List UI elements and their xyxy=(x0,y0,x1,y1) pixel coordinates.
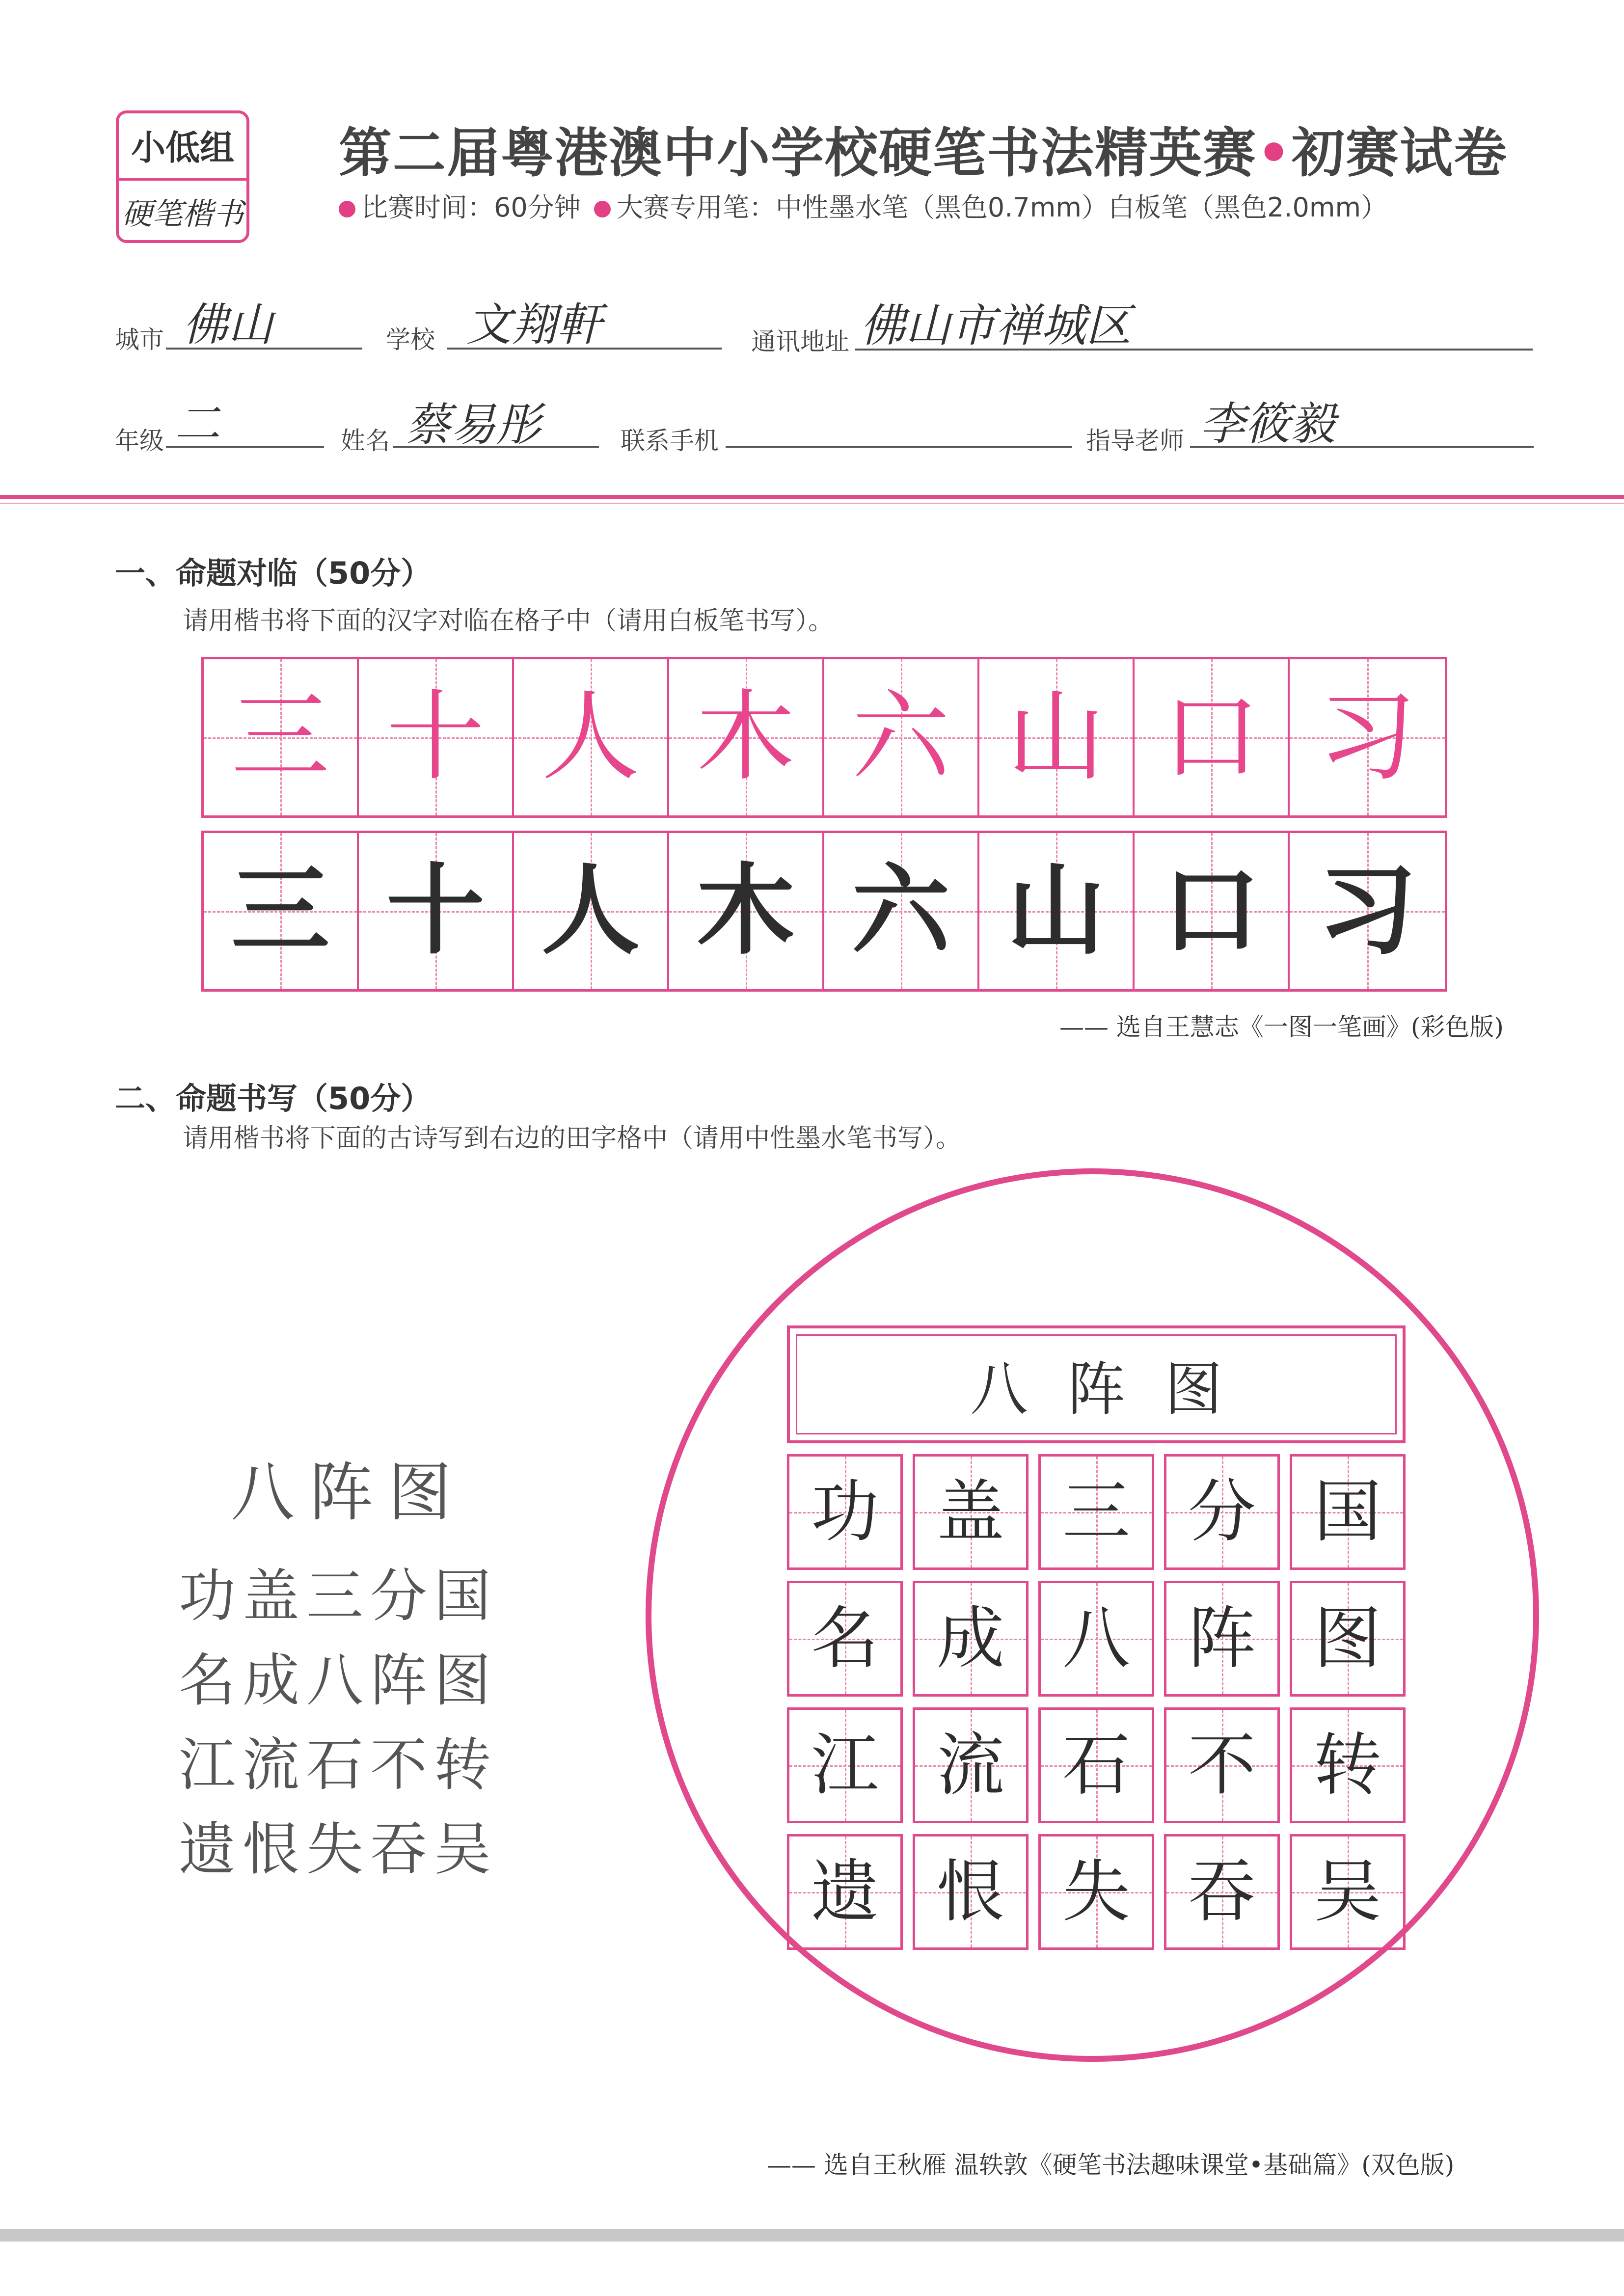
written-char: 国 xyxy=(1313,1472,1381,1551)
badge-group: 小低组 xyxy=(131,127,234,168)
copy-cell[interactable] xyxy=(359,833,514,989)
poem-line: 遗恨失吞吴 xyxy=(179,1816,498,1883)
badge-category: 硬笔楷书 xyxy=(121,195,244,232)
written-char: 石 xyxy=(1062,1726,1130,1805)
copy-cell[interactable] xyxy=(824,833,979,989)
address-label: 通讯地址 xyxy=(751,327,849,356)
header-divider xyxy=(0,495,1624,499)
title-dot: • xyxy=(1257,123,1292,184)
bullet-icon xyxy=(339,201,355,217)
model-cell xyxy=(514,659,669,815)
name-value: 蔡易彤 xyxy=(406,399,541,451)
written-char: 六 xyxy=(851,854,950,968)
badge-divider xyxy=(119,178,246,181)
footer-divider xyxy=(0,2229,1624,2242)
poem-cell[interactable] xyxy=(913,1707,1029,1823)
poem-cell[interactable] xyxy=(787,1834,903,1950)
poem-cell[interactable] xyxy=(1038,1834,1154,1950)
phone-field[interactable] xyxy=(726,446,1072,448)
poem-cell[interactable] xyxy=(787,1454,903,1570)
written-char: 流 xyxy=(936,1726,1004,1805)
written-char: 口 xyxy=(1162,854,1260,968)
written-title: 八阵图 xyxy=(970,1355,1262,1423)
poem-cell[interactable] xyxy=(1164,1581,1280,1697)
model-cell xyxy=(1290,659,1445,815)
written-char: 十 xyxy=(386,854,485,968)
written-char: 三 xyxy=(231,854,329,968)
poem-cell[interactable] xyxy=(1290,1707,1406,1823)
title-main: 第二届粤港澳中小学校硬笔书法精英赛 xyxy=(339,123,1257,184)
poem-cell[interactable] xyxy=(787,1581,903,1697)
poem-cell[interactable] xyxy=(1038,1707,1154,1823)
model-cell xyxy=(979,659,1135,815)
written-char: 遗 xyxy=(811,1852,879,1931)
model-cell xyxy=(204,659,359,815)
header-divider-thin xyxy=(0,503,1624,504)
section2-instruction: 请用楷书将下面的古诗写到右边的田字格中（请用中性墨水笔书写）。 xyxy=(183,1124,962,1153)
school-value: 文翔軒 xyxy=(466,298,602,351)
written-char: 图 xyxy=(1313,1599,1381,1678)
poem-cell[interactable] xyxy=(1290,1454,1406,1570)
poem-title: 八阵图 xyxy=(231,1455,467,1530)
section2-heading: 二、命题书写（50分） xyxy=(115,1080,432,1116)
written-char: 恨 xyxy=(936,1852,1004,1931)
written-char: 三 xyxy=(1062,1472,1130,1551)
poem-line: 江流石不转 xyxy=(179,1732,498,1798)
title-end: 初赛试卷 xyxy=(1292,123,1508,184)
poem-cell[interactable] xyxy=(1290,1581,1406,1697)
poem-cell[interactable] xyxy=(1290,1834,1406,1950)
written-char: 山 xyxy=(1006,854,1105,968)
address-value: 佛山市禅城区 xyxy=(860,299,1132,352)
written-char: 名 xyxy=(811,1599,879,1678)
written-char: 吞 xyxy=(1188,1852,1256,1931)
written-title-box[interactable] xyxy=(787,1325,1406,1443)
copy-char-grid[interactable] xyxy=(201,831,1447,992)
poem-cell[interactable] xyxy=(787,1707,903,1823)
poem-cell[interactable] xyxy=(1164,1834,1280,1950)
name-label: 姓名 xyxy=(341,427,390,455)
group-badge xyxy=(116,110,249,243)
written-char: 人 xyxy=(541,854,640,968)
written-char: 不 xyxy=(1188,1726,1256,1805)
model-cell xyxy=(1135,659,1290,815)
section1-heading: 一、命题对临（50分） xyxy=(115,555,432,591)
written-char: 成 xyxy=(936,1599,1004,1678)
exam-time: 比赛时间：60分钟 xyxy=(361,192,581,223)
written-char: 江 xyxy=(811,1726,879,1805)
paper-title xyxy=(339,110,1508,187)
grade-label: 年级 xyxy=(115,427,164,455)
written-char: 失 xyxy=(1062,1852,1130,1931)
copy-cell[interactable] xyxy=(204,833,359,989)
written-char: 分 xyxy=(1188,1472,1256,1551)
model-char: 十 xyxy=(386,680,485,794)
written-char: 转 xyxy=(1313,1726,1381,1805)
exam-pen: 大赛专用笔：中性墨水笔（黑色0.7mm）白板笔（黑色2.0mm） xyxy=(616,192,1388,223)
model-cell xyxy=(824,659,979,815)
poem-cell[interactable] xyxy=(1038,1454,1154,1570)
written-char: 八 xyxy=(1062,1599,1130,1678)
school-label: 学校 xyxy=(386,325,435,354)
section1-source: —— 选自王慧志《一图一笔画》(彩色版) xyxy=(1059,1013,1504,1041)
copy-cell[interactable] xyxy=(514,833,669,989)
teacher-label: 指导老师 xyxy=(1086,427,1184,455)
poem-cell[interactable] xyxy=(1164,1454,1280,1570)
poem-cell[interactable] xyxy=(913,1581,1029,1697)
model-char: 人 xyxy=(541,680,640,794)
section1-instruction: 请用楷书将下面的汉字对临在格子中（请用白板笔书写）。 xyxy=(183,606,834,636)
model-char: 习 xyxy=(1318,680,1416,794)
written-char: 习 xyxy=(1318,854,1416,968)
model-char: 三 xyxy=(231,680,329,794)
teacher-value: 李筱毅 xyxy=(1200,398,1336,450)
model-cell xyxy=(359,659,514,815)
poem-cell[interactable] xyxy=(1038,1581,1154,1697)
city-label: 城市 xyxy=(115,325,164,354)
poem-cell[interactable] xyxy=(913,1834,1029,1950)
bullet-icon xyxy=(594,201,611,217)
model-char: 六 xyxy=(851,680,950,794)
section2-source: —— 选自王秋雁 温轶敦《硬笔书法趣味课堂•基础篇》(双色版) xyxy=(767,2151,1455,2179)
model-char: 木 xyxy=(696,680,795,794)
poem-line: 功盖三分国 xyxy=(179,1563,498,1629)
copy-cell[interactable] xyxy=(979,833,1135,989)
poem-line: 名成八阵图 xyxy=(179,1648,498,1714)
model-char: 口 xyxy=(1162,680,1260,794)
poem-writing-grid[interactable] xyxy=(787,1454,1406,1950)
copy-cell[interactable] xyxy=(1135,833,1290,989)
exam-info xyxy=(339,187,1387,224)
poem-cell[interactable] xyxy=(913,1454,1029,1570)
copy-cell[interactable] xyxy=(1290,833,1445,989)
city-value: 佛山 xyxy=(183,298,273,351)
written-char: 阵 xyxy=(1188,1599,1256,1678)
copy-cell[interactable] xyxy=(669,833,824,989)
model-cell xyxy=(669,659,824,815)
written-char: 木 xyxy=(696,854,795,968)
poem-cell[interactable] xyxy=(1164,1707,1280,1823)
model-char: 山 xyxy=(1006,680,1105,794)
written-char: 盖 xyxy=(936,1472,1004,1551)
phone-label: 联系手机 xyxy=(621,427,719,455)
model-char-grid xyxy=(201,657,1447,818)
written-char: 功 xyxy=(811,1472,879,1551)
written-char: 吴 xyxy=(1313,1852,1381,1931)
grade-value: 二 xyxy=(175,398,220,450)
